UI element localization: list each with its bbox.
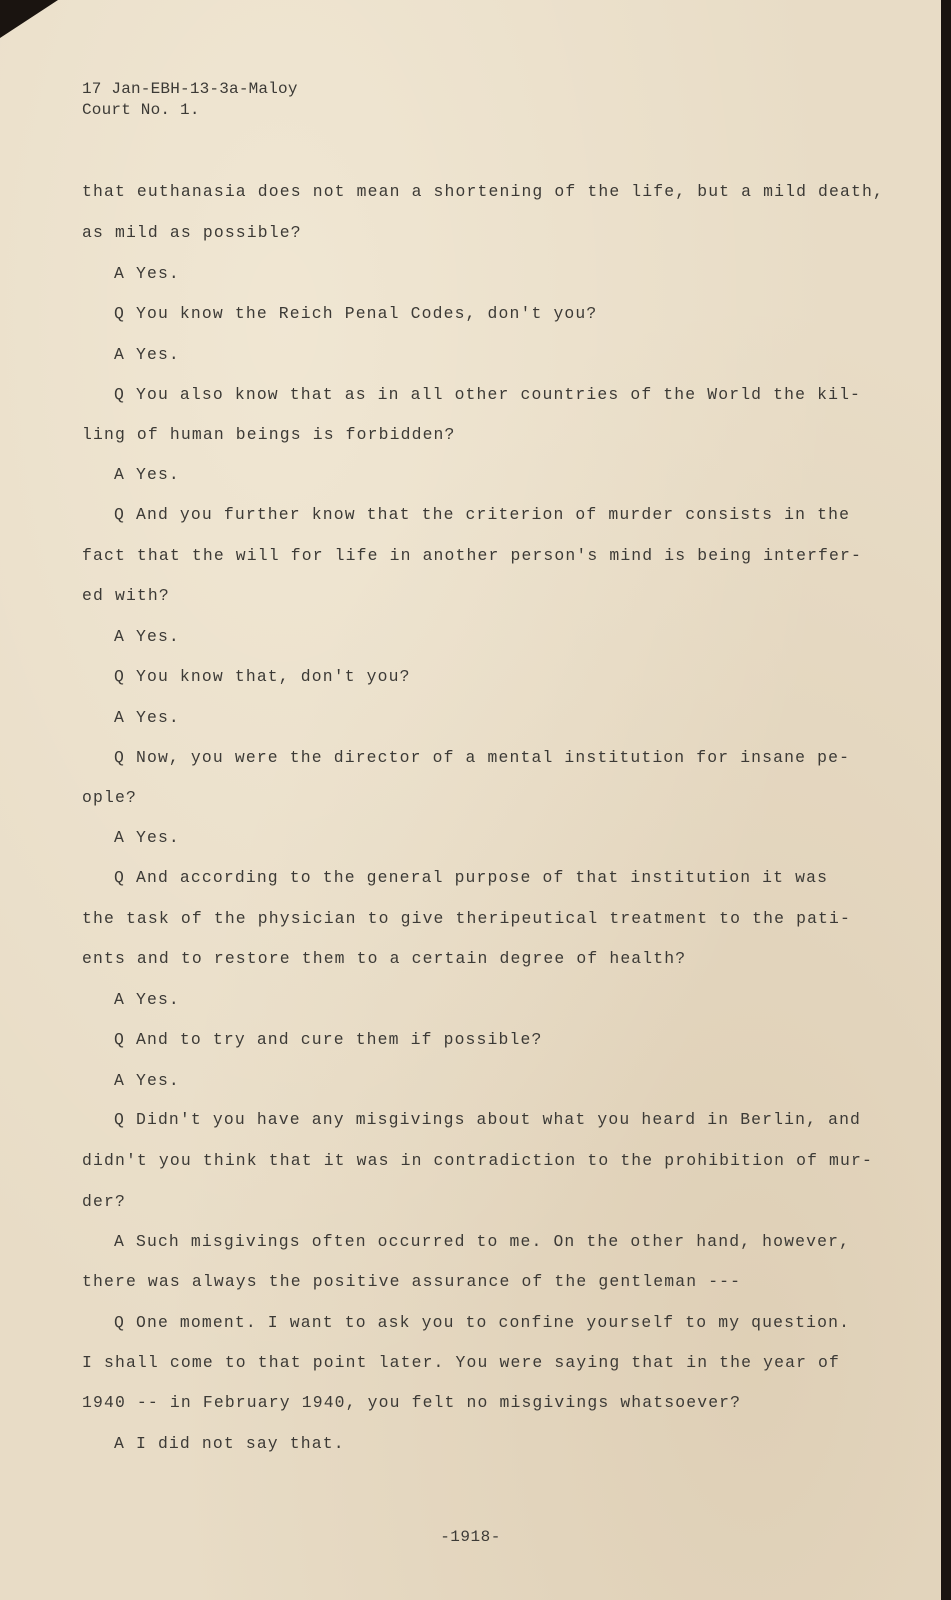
answer-line: A Such misgivings often occurred to me. On the other hand, however, bbox=[114, 1232, 851, 1251]
answer-line: A Yes. bbox=[114, 828, 180, 847]
text-line: there was always the positive assurance of the gentleman --- bbox=[82, 1272, 742, 1291]
text-line: der? bbox=[82, 1192, 126, 1211]
text-line: ople? bbox=[82, 788, 137, 807]
text-line: 1940 -- in February 1940, you felt no misgivings whatsoever? bbox=[82, 1393, 742, 1412]
answer-line: A Yes. bbox=[114, 708, 180, 727]
question-line: Q Didn't you have any misgivings about what you heard in Berlin, and bbox=[114, 1110, 862, 1129]
answer-line: A Yes. bbox=[114, 345, 180, 364]
text-line: fact that the will for life in another person's mind is being interfer- bbox=[82, 546, 863, 565]
question-line: Q One moment. I want to ask you to confine yourself to my question. bbox=[114, 1313, 851, 1332]
scan-border bbox=[941, 0, 951, 1600]
question-line: Q And according to the general purpose of that institution it was bbox=[114, 868, 829, 887]
answer-line: A Yes. bbox=[114, 990, 180, 1009]
answer-line: A I did not say that. bbox=[114, 1434, 345, 1453]
text-line: ed with? bbox=[82, 586, 170, 605]
text-line: ling of human beings is forbidden? bbox=[82, 425, 456, 444]
page-number: -1918- bbox=[440, 1528, 501, 1546]
answer-line: A Yes. bbox=[114, 1071, 180, 1090]
text-line: as mild as possible? bbox=[82, 223, 302, 242]
text-line: I shall come to that point later. You were saying that in the year of bbox=[82, 1353, 841, 1372]
text-line: the task of the physician to give theripeutical treatment to the pati- bbox=[82, 909, 852, 928]
text-line: ents and to restore them to a certain degree of health? bbox=[82, 949, 687, 968]
question-line: Q And to try and cure them if possible? bbox=[114, 1030, 543, 1049]
answer-line: A Yes. bbox=[114, 465, 180, 484]
answer-line: A Yes. bbox=[114, 627, 180, 646]
question-line: Q You also know that as in all other countries of the World the kil- bbox=[114, 385, 862, 404]
text-line: didn't you think that it was in contradiction to the prohibition of mur- bbox=[82, 1151, 873, 1170]
header-court: Court No. 1. bbox=[82, 101, 200, 119]
question-line: Q You know the Reich Penal Codes, don't you? bbox=[114, 304, 598, 323]
torn-corner bbox=[0, 0, 58, 38]
header-reference: 17 Jan-EBH-13-3a-Maloy bbox=[82, 80, 298, 98]
answer-line: A Yes. bbox=[114, 264, 180, 283]
text-line: that euthanasia does not mean a shortening of the life, but a mild death, bbox=[82, 182, 884, 201]
question-line: Q And you further know that the criterion of murder consists in the bbox=[114, 505, 851, 524]
question-line: Q You know that, don't you? bbox=[114, 667, 411, 686]
question-line: Q Now, you were the director of a mental institution for insane pe- bbox=[114, 748, 851, 767]
